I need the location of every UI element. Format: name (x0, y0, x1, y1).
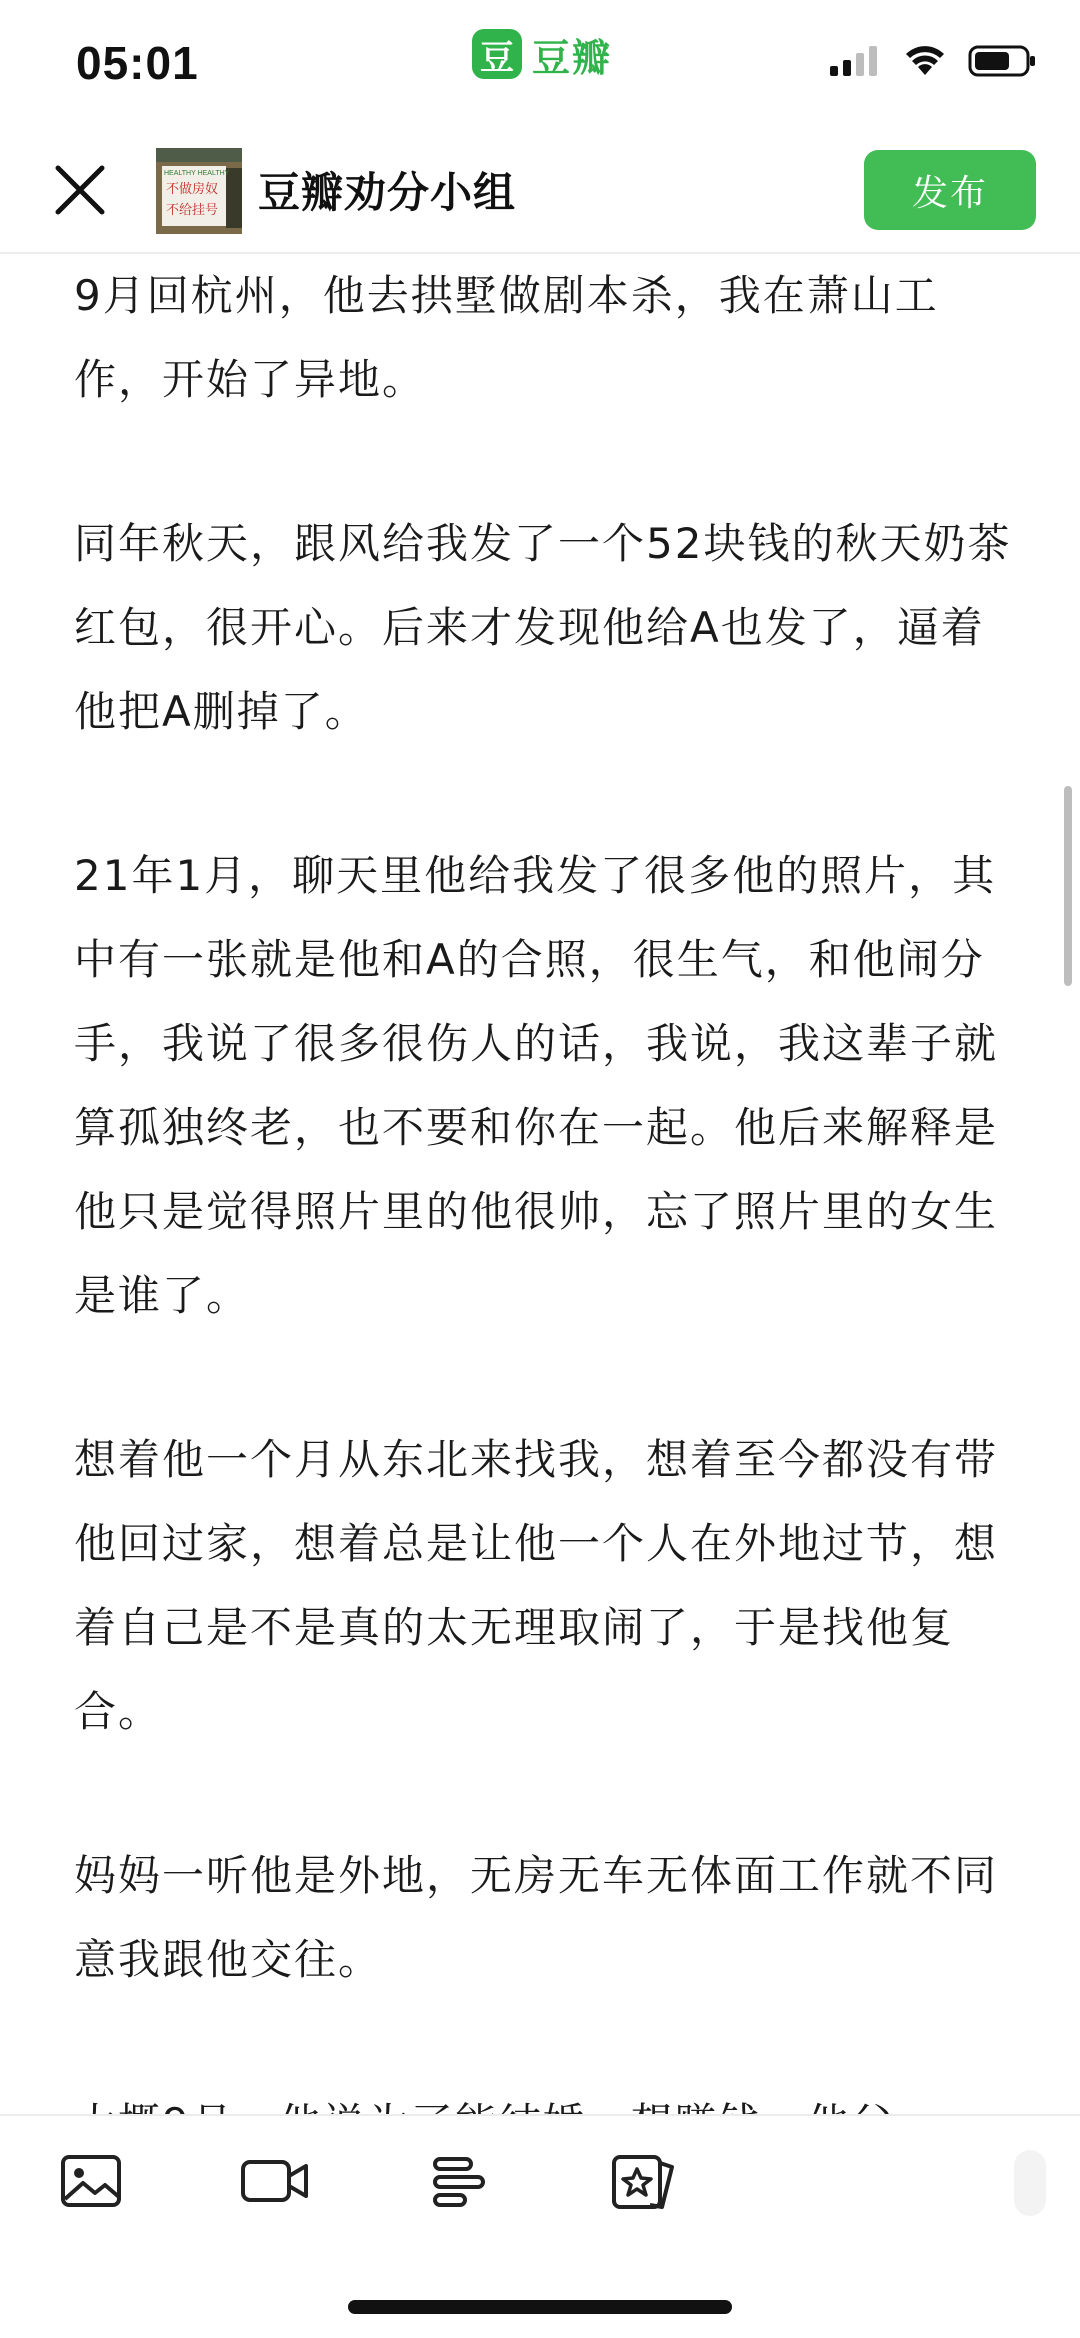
paragraph: 同年秋天，跟风给我发了一个52块钱的秋天奶茶红包，很开心。后来才发现他给A也发了，逼着他把A删掉了。 (74, 519, 1012, 736)
signal-icon (828, 46, 882, 76)
text-format-icon (429, 2153, 489, 2209)
scrollbar[interactable] (1064, 786, 1072, 986)
group-avatar-image (156, 148, 242, 234)
group-avatar[interactable] (156, 148, 242, 234)
publish-button[interactable]: 发布 (864, 150, 1036, 230)
toolbar-scroll-handle[interactable] (1014, 2150, 1046, 2216)
star-card-icon (610, 2151, 676, 2211)
nav-bar (0, 132, 1080, 254)
app-badge (472, 28, 612, 80)
close-button[interactable] (48, 158, 112, 222)
avatar-sign-top: HEALTHY HEALTHY (164, 170, 230, 177)
post-content[interactable] (74, 254, 1014, 2114)
insert-video-button[interactable] (240, 2146, 310, 2216)
paragraph: 想着他一个月从东北来找我，想着至今都没有带他回过家，想着总是让他一个人在外地过节，想着自己是不是真的太无理取闹了，于是找他复合。 (74, 1435, 999, 1736)
avatar-sign-line-1: 不做房奴 (166, 182, 219, 197)
app-name: 豆瓣 (532, 35, 613, 80)
paragraph: 9月回杭州，他去拱墅做剧本杀，我在萧山工作，开始了异地。 (74, 271, 939, 404)
status-bar (0, 0, 1080, 132)
text-format-button[interactable] (424, 2146, 494, 2216)
paragraph: 妈妈一听他是外地，无房无车无体面工作就不同意我跟他交往。 (74, 1851, 999, 1984)
image-icon (59, 2153, 123, 2209)
group-name[interactable]: 豆瓣劝分小组 (258, 168, 517, 217)
wifi-icon (904, 45, 946, 77)
paragraph: 21年1月，聊天里他给我发了很多他的照片，其中有一张就是他和A的合照，很生气，和他闹分手，我说了很多很伤人的话，我说，我这辈子就算孤独终老，也不要和你在一起。他后来解释是他只是觉得照片里的他很帅，忘了照片里的女生是谁了。 (74, 851, 999, 1320)
close-icon (48, 158, 112, 222)
system-icons (828, 44, 1038, 78)
insert-image-button[interactable] (56, 2146, 126, 2216)
insert-card-button[interactable] (608, 2146, 678, 2216)
douban-logo-icon: 豆 (472, 29, 522, 79)
battery-icon (968, 44, 1038, 78)
status-time: 05:01 (76, 37, 199, 89)
video-icon (240, 2156, 310, 2206)
home-indicator[interactable] (348, 2300, 732, 2314)
editor-toolbar (0, 2114, 1080, 2246)
avatar-sign-line-2: 不给挂号 (166, 203, 219, 218)
